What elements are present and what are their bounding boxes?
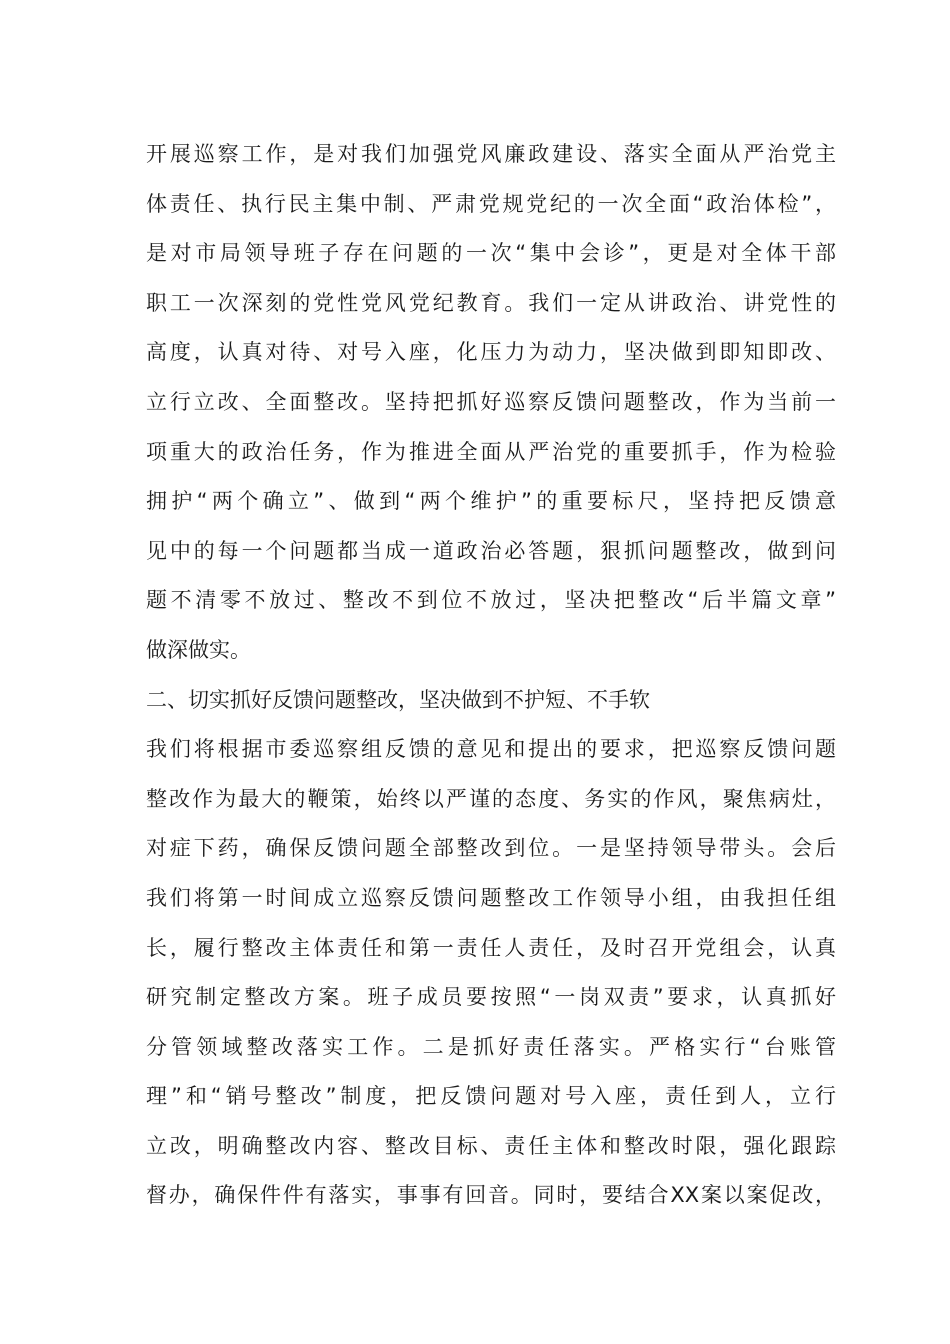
text-line: 立行立改、全面整改。坚持把抓好巡察反馈问题整改，作为当前一 bbox=[146, 389, 836, 414]
text-line: 见中的每一个问题都当成一道政治必答题，狠抓问题整改，做到问 bbox=[146, 538, 836, 563]
text-line: 我们将根据市委巡察组反馈的意见和提出的要求，把巡察反馈问题 bbox=[146, 737, 836, 762]
text-line: 对症下药，确保反馈问题全部整改到位。一是坚持领导带头。会后 bbox=[146, 836, 836, 861]
text-line: 督办，确保件件有落实，事事有回音。同时，要结合XX案以案促改， bbox=[146, 1183, 836, 1208]
text-line: 是对市局领导班子存在问题的一次“集中会诊”，更是对全体干部 bbox=[146, 241, 836, 266]
paragraph-end-line: 做深做实。 bbox=[146, 637, 251, 662]
text-line: 理”和“销号整改”制度，把反馈问题对号入座，责任到人，立行 bbox=[146, 1084, 836, 1109]
text-line: 体责任、执行民主集中制、严肃党规党纪的一次全面“政治体检”， bbox=[146, 191, 836, 216]
text-line: 职工一次深刻的党性党风党纪教育。我们一定从讲政治、讲党性的 bbox=[146, 290, 836, 315]
text-line: 分管领域整改落实工作。二是抓好责任落实。严格实行“台账管 bbox=[146, 1034, 836, 1059]
text-line: 我们将第一时间成立巡察反馈问题整改工作领导小组，由我担任组 bbox=[146, 885, 836, 910]
text-line: 开展巡察工作，是对我们加强党风廉政建设、落实全面从严治党主 bbox=[146, 142, 836, 166]
document-body bbox=[146, 130, 836, 1221]
text-line: 研究制定整改方案。班子成员要按照“一岗双责”要求，认真抓好 bbox=[146, 985, 836, 1010]
text-line: 拥护“两个确立”、做到“两个维护”的重要标尺，坚持把反馈意 bbox=[146, 489, 836, 514]
section-heading: 二、切实抓好反馈问题整改，坚决做到不护短、不手软 bbox=[146, 687, 650, 712]
text-line: 项重大的政治任务，作为推进全面从严治党的重要抓手，作为检验 bbox=[146, 439, 836, 464]
text-line: 高度，认真对待、对号入座，化压力为动力，坚决做到即知即改、 bbox=[146, 340, 836, 365]
text-line: 题不清零不放过、整改不到位不放过，坚决把整改“后半篇文章” bbox=[146, 588, 836, 613]
text-line: 整改作为最大的鞭策，始终以严谨的态度、务实的作风，聚焦病灶， bbox=[146, 786, 836, 811]
text-line: 立改，明确整改内容、整改目标、责任主体和整改时限，强化跟踪 bbox=[146, 1133, 836, 1158]
text-line: 长，履行整改主体责任和第一责任人责任，及时召开党组会，认真 bbox=[146, 935, 836, 960]
